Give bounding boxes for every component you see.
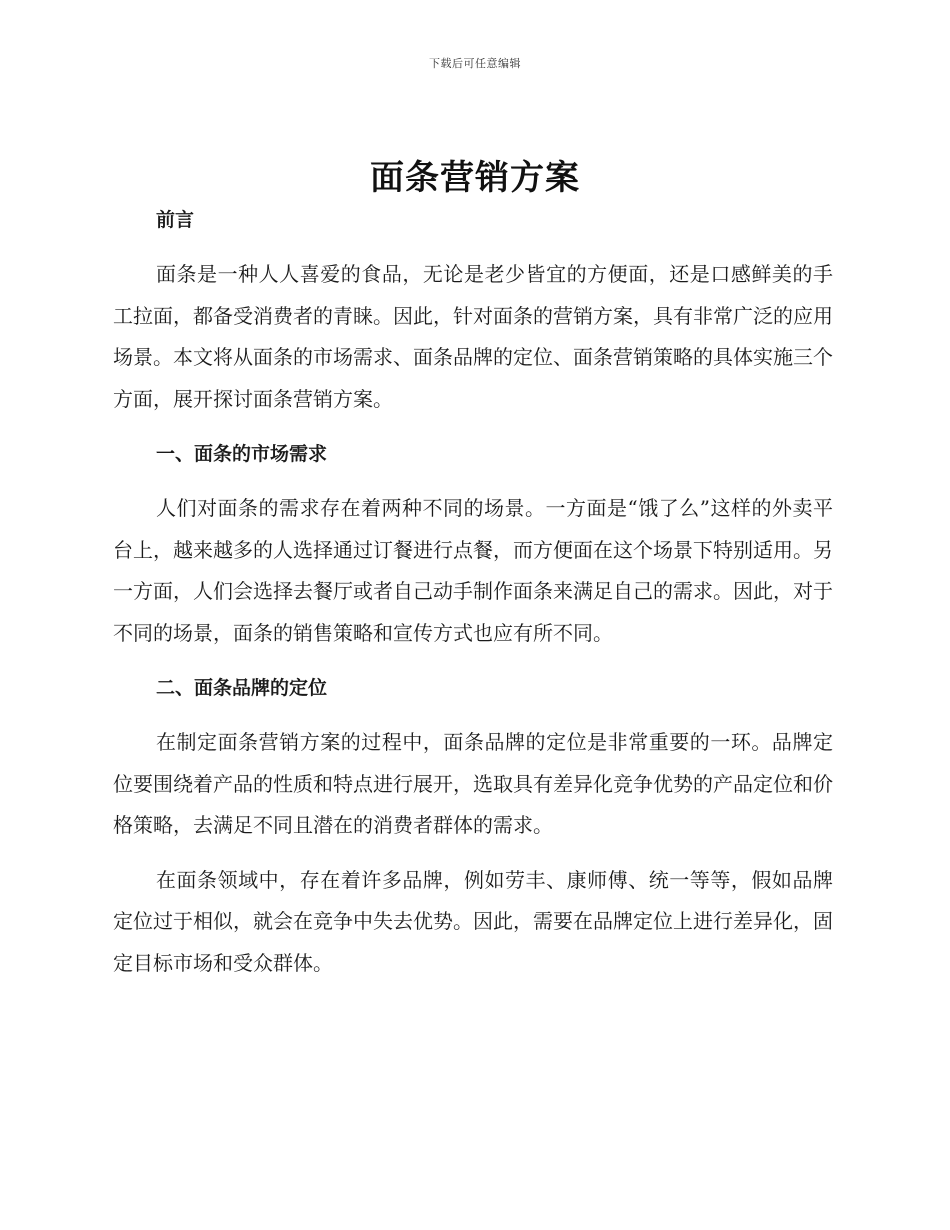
document-body xyxy=(113,200,833,984)
header-note: 下载后可任意编辑 xyxy=(429,57,521,70)
section-heading-preface: 前言 xyxy=(156,209,195,231)
document-title: 面条营销方案 xyxy=(370,158,580,198)
section-heading-brand-positioning: 二、面条品牌的定位 xyxy=(156,677,328,699)
section-heading-market-demand: 一、面条的市场需求 xyxy=(156,443,328,465)
paragraph-brand-positioning-2: 在面条领域中，存在着许多品牌，例如劳丰、康师傅、统一等等，假如品牌定位过于相似，就会在竞争中失去优势。因此，需要在品牌定位上进行差异化，固定目标市场和受众群体。 xyxy=(113,867,833,975)
paragraph-brand-positioning-1: 在制定面条营销方案的过程中，面条品牌的定位是非常重要的一环。品牌定位要围绕着产品的性质和特点进行展开，选取具有差异化竞争优势的产品定位和价格策略，去满足不同且潜在的消费者群体的需求。 xyxy=(113,730,833,837)
paragraph-market-demand: 人们对面条的需求存在着两种不同的场景。一方面是“饿了么”这样的外卖平台上，越来越多的人选择通过订餐进行点餐，而方便面在这个场景下特别适用。另一方面，人们会选择去餐厅或者自己动手制作面条来满足自己的需求。因此，对于不同的场景，面条的销售策略和宣传方式也应有所不同。 xyxy=(113,496,833,645)
paragraph-preface: 面条是一种人人喜爱的食品，无论是老少皆宜的方便面，还是口感鲜美的手工拉面，都备受消费者的青睐。因此，针对面条的营销方案，具有非常广泛的应用场景。本文将从面条的市场需求、面条品牌的定位、面条营销策略的具体实施三个方面，展开探讨面条营销方案。 xyxy=(113,262,833,411)
